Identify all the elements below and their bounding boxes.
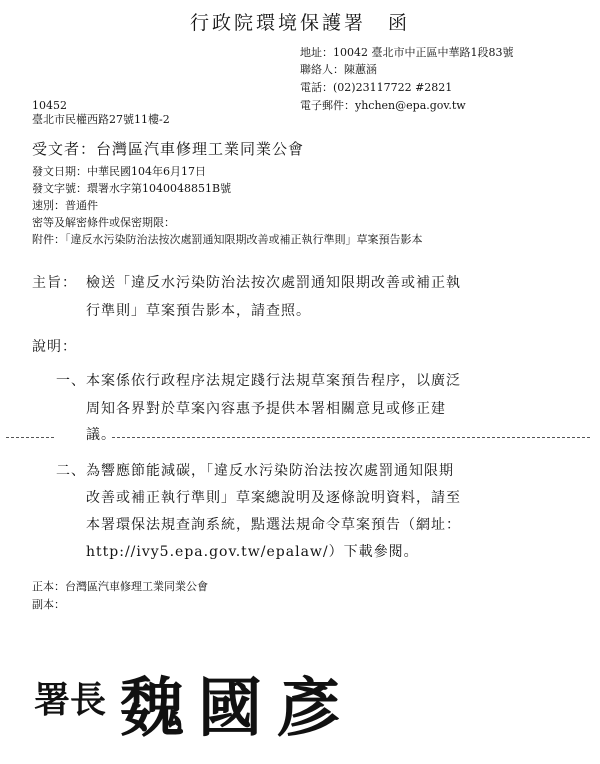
recipient-street: 臺北市民權西路27號11樓-2 xyxy=(32,113,170,126)
contact-person: 聯絡人：陳蕙涵 xyxy=(300,63,377,76)
subject-line-1: 檢送「違反水污染防治法按次處罰通知限期改善或補正執 xyxy=(86,275,461,291)
distribution-copy: 副本： xyxy=(32,598,65,611)
item-2-line-4: http://ivy5.epa.gov.tw/epalaw/）下載參閱。 xyxy=(86,544,419,560)
signature-name: 魏國彥 xyxy=(120,671,354,746)
subject-line-2: 行準則」草案預告影本，請查照。 xyxy=(86,303,311,319)
confidentiality: 密等及解密條件或保密期限： xyxy=(32,216,175,229)
item-1-line-3: 議。 xyxy=(86,427,116,443)
director-signature xyxy=(0,650,600,750)
letter-title: 行政院環境保護署 函 xyxy=(189,12,410,34)
item-2-line-3: 本署環保法規查詢系統，點選法規命令草案預告（網址： xyxy=(86,517,461,533)
scan-artifact-line xyxy=(6,437,54,438)
delivery-type: 速別：普通件 xyxy=(32,199,98,212)
item-2-line-2: 改善或補正執行準則」草案總說明及逐條說明資料，請至 xyxy=(86,490,461,506)
item-1-number: 一、 xyxy=(56,373,86,389)
subject-label: 主旨： xyxy=(32,275,77,291)
phone: 電話：(02)23117722 #2821 xyxy=(300,81,453,94)
email: 電子郵件：yhchen@epa.gov.tw xyxy=(300,99,466,112)
recipient-postal-code: 10452 xyxy=(32,99,67,112)
item-1-line-2: 周知各界對於草案內容惠予提供本署相關意見或修正建 xyxy=(86,401,446,417)
item-1-line-1: 本案係依行政程序法規定踐行法規草案預告程序，以廣泛 xyxy=(86,373,461,389)
sender-address: 地址：10042 臺北市中正區中華路1段83號 xyxy=(300,46,514,59)
item-2-line-1: 為響應節能減碳，「違反水污染防治法按次處罰通知限期 xyxy=(86,463,454,479)
document-number: 發文字號：環署水字第1040048851B號 xyxy=(32,182,232,195)
distribution-original: 正本：台灣區汽車修理工業同業公會 xyxy=(32,580,208,593)
explanation-label: 說明： xyxy=(32,339,77,355)
signature-title: 署長 xyxy=(34,679,107,721)
scan-artifact-line xyxy=(112,437,590,438)
issue-date: 發文日期：中華民國104年6月17日 xyxy=(32,165,206,178)
recipient: 受文者：台灣區汽車修理工業同業公會 xyxy=(32,140,305,158)
attachment: 附件：「違反水污染防治法按次處罰通知限期改善或補正執行準則」草案預告影本 xyxy=(32,233,423,246)
item-2-number: 二、 xyxy=(56,463,86,479)
